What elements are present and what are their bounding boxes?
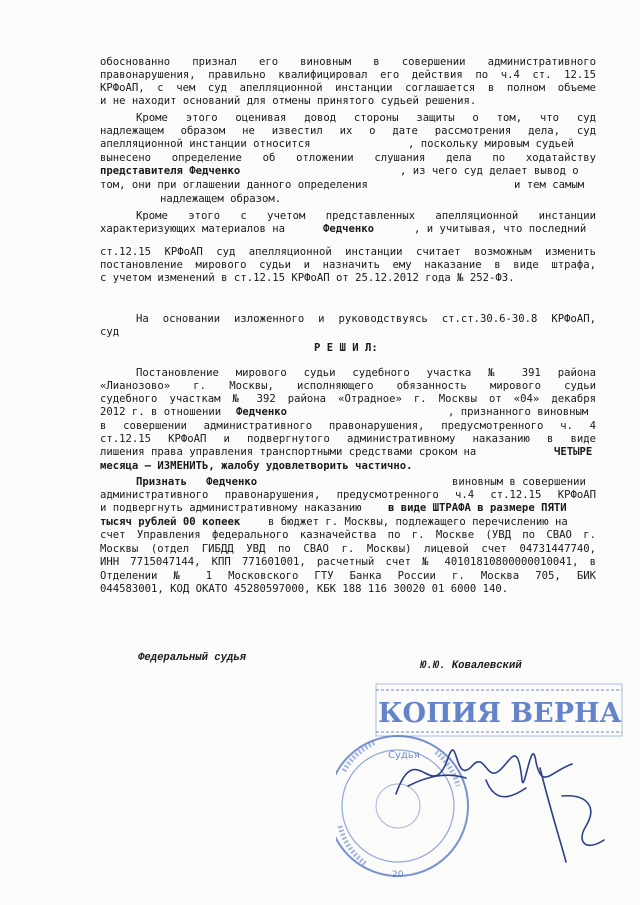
text-line: том, они при оглашении данного определения	[100, 179, 368, 191]
text-line: На основании изложенного и руководствуясь ст.ст.30.6-30.8 КРФоАП,	[136, 313, 596, 325]
text-line: «Лианозово» г. Москвы, исполняющего обязанность мирового судьи	[100, 380, 596, 392]
text-line: и подвергнуть административному наказанию	[100, 502, 362, 514]
emphasis-text: ЧЕТЫРЕ	[554, 446, 593, 458]
decision-heading: Р Е Ш И Л:	[314, 342, 378, 354]
emphasis-text: в виде ШТРАФА в размере ПЯТИ	[388, 502, 567, 514]
text-line: Постановление мирового судьи судебного участка № 391 района	[136, 367, 596, 379]
stamp-title: КОПИЯ ВЕРНА	[378, 698, 622, 729]
text-line: , признанного виновным	[448, 406, 589, 418]
text-line: суд	[100, 326, 120, 338]
text-line: правонарушения, правильно квалифицировал его действия по ч.4 ст. 12.15	[100, 69, 596, 81]
text-line: судебного участкам № 392 района «Отрадное» г. Москвы от «04» декабря	[100, 393, 596, 405]
text-line: апелляционной инстанции относится	[100, 138, 311, 150]
text-line: и не находит оснований для отмены принятого судьей решения.	[100, 95, 477, 107]
text-line: ст.12.15 КРФоАП суд апелляционной инстанции считает возможным изменить	[100, 246, 596, 258]
representative-name: представителя Федченко	[100, 165, 241, 177]
text-line: Кроме этого оценивая довод стороны защиты о том, что суд	[136, 112, 596, 124]
text-line: в совершении административного правонарушения, предусмотренного ч. 4	[100, 420, 596, 432]
text-line: КРФоАП, с чем суд апелляционной инстанции соглашается в полном объеме	[100, 82, 596, 94]
text-line: и тем самым	[514, 179, 585, 191]
text-line: лишения права управления транспортными средствами сроком на	[100, 446, 477, 458]
rect-stamp	[376, 684, 622, 761]
svg-text:20: 20	[392, 870, 404, 880]
text-line: характеризующих материалов на	[100, 223, 285, 235]
person-name: Федченко	[323, 223, 375, 235]
text-line: ИНН 7715047144, КПП 771601001, расчетный счет № 40101810800000010041, в	[100, 556, 596, 568]
emphasis-text: месяца – ИЗМЕНИТЬ, жалобу удовлетворить частично.	[100, 460, 413, 472]
text-line: Отделении № 1 Московского ГТУ Банка России г. Москва 705, БИК	[100, 570, 596, 582]
text-line: обоснованно признал его виновным в совершении административного	[100, 56, 596, 68]
text-line: ст.12.15 КРФоАП и подвергнутого административному наказанию в виде	[100, 433, 596, 445]
signature-name: Ю.Ю. Ковалевский	[420, 660, 522, 672]
text-line: счет Управления федерального казначейства по г. Москве (УВД по СВАО г.	[100, 529, 596, 541]
text-line: Кроме этого с учетом представленных апелляционной инстанции	[136, 210, 596, 222]
text-line: административного правонарушения, предусмотренного ч.4 ст.12.15 КРФоАП	[100, 489, 596, 501]
text-line: 2012 г. в отношении	[100, 406, 222, 418]
text-line: с учетом изменений в ст.12.15 КРФоАП от 25.12.2012 года № 252-ФЗ.	[100, 272, 515, 284]
stamp-judge-label: Судья	[388, 750, 420, 761]
text-line: в бюджет г. Москвы, подлежащего перечислению на	[268, 516, 568, 528]
text-line: 044583001, КОД ОКАТО 45280597000, КБК 188 116 30020 01 6000 140.	[100, 583, 509, 595]
text-line: Москвы (отдел ГИБДД УВД по СВАО г. Москвы) лицевой счет 04731447740,	[100, 543, 596, 555]
text-line: надлежащем образом.	[160, 193, 282, 205]
text-line: постановление мирового судьи и назначить ему наказание в виде штрафа,	[100, 259, 596, 271]
text-line: надлежащем образом не известил их о дате рассмотрения дела, суд	[100, 125, 596, 137]
person-name: Федченко	[236, 406, 288, 418]
signature-position: Федеральный судья	[138, 652, 247, 664]
handwritten-signature	[396, 750, 604, 862]
copy-certified-stamp	[336, 676, 626, 886]
emphasis-text: тысяч рублей 00 копеек	[100, 516, 241, 528]
text-line: , поскольку мировым судьей	[408, 138, 574, 150]
text-line: , из чего суд делает вывод о	[400, 165, 579, 177]
text-line: , и учитывая, что последний	[414, 223, 587, 235]
text-line: виновным в совершении	[452, 476, 586, 488]
text-line: вынесено определение об отложении слушания дела по ходатайству	[100, 152, 596, 164]
emphasis-text: Признать Федченко	[136, 476, 258, 488]
